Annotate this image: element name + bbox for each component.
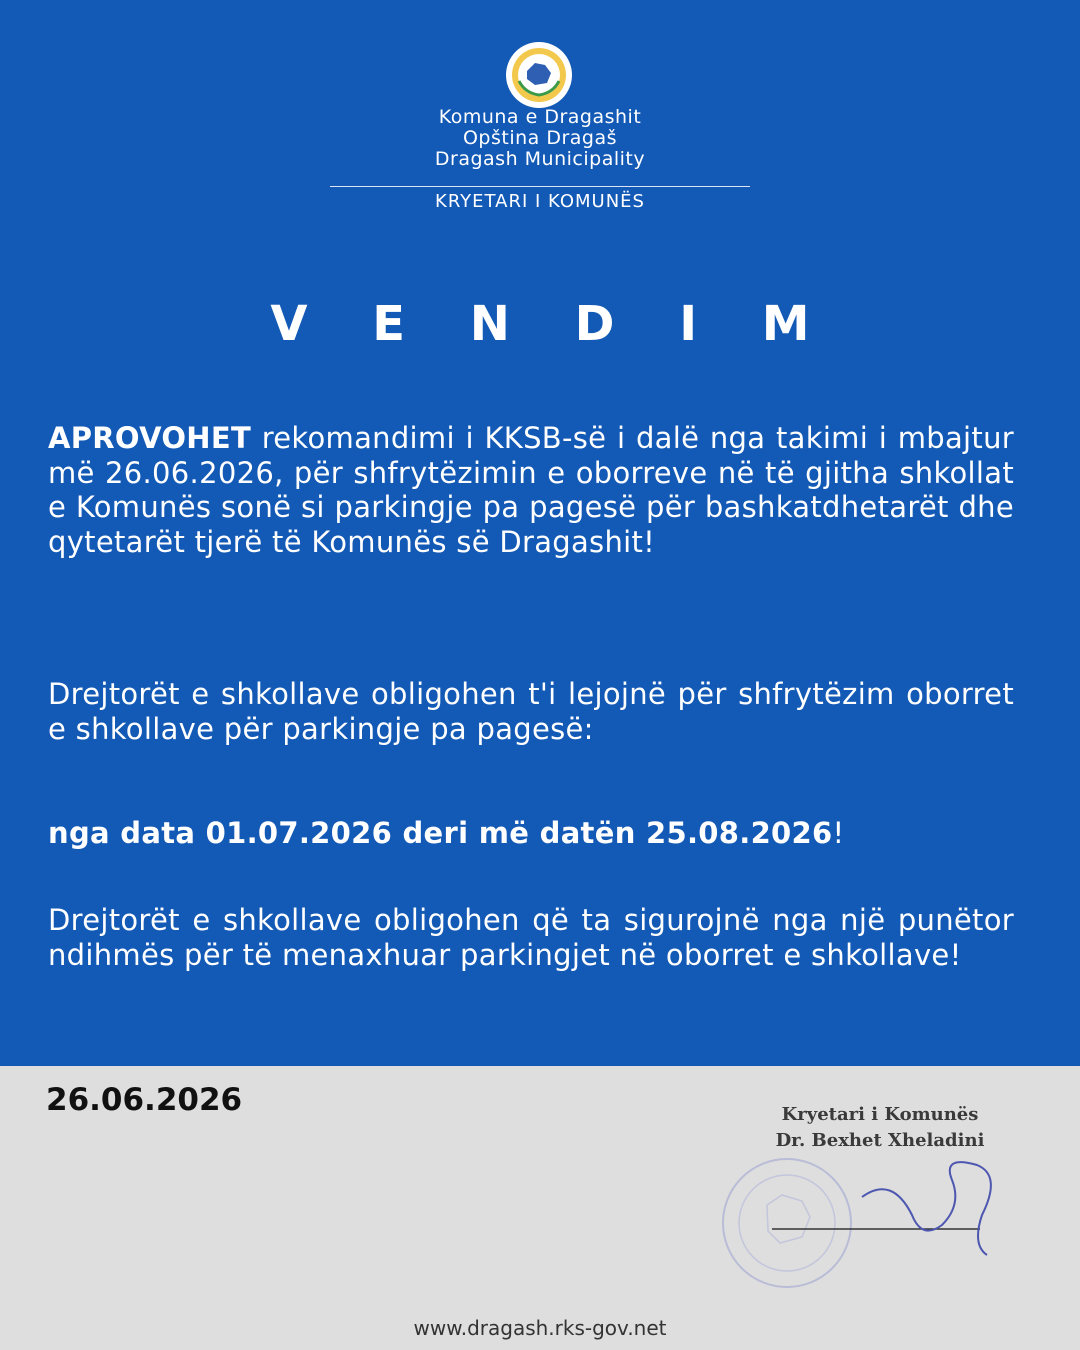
signer-name: Dr. Bexhet Xheladini: [775, 1130, 985, 1151]
date-range-exclamation: !: [832, 816, 845, 850]
municipality-name-albanian: Komuna e Dragashit: [438, 106, 642, 128]
municipality-name-english: Dragash Municipality: [434, 148, 646, 170]
date-range-text: nga data 01.07.2026 deri më datën 25.08.2026: [48, 816, 833, 850]
decision-paragraph-1: [48, 421, 1014, 559]
office-name: KRYETARI I KOMUNËS: [435, 191, 645, 212]
decision-paragraph-3: Drejtorët e shkollave obligohen që ta sigurojnë nga një punëtor ndihmës për të menaxhuar parkingjet në oborret e shkollave!: [48, 903, 1014, 972]
approval-keyword: APROVOHET: [48, 421, 252, 455]
document-title: V E N D I M: [270, 296, 834, 352]
header-divider: [330, 186, 750, 187]
municipality-name-serbian: Opština Dragaš: [462, 127, 618, 149]
official-stamp-and-signature-icon: [712, 1145, 1012, 1305]
decision-paragraph-2: Drejtorët e shkollave obligohen t'i lejojnë për shfrytëzim oborret e shkollave për parkingje pa pagesë:: [48, 677, 1014, 746]
document-date: 26.06.2026: [46, 1082, 243, 1118]
municipality-emblem-icon: [505, 41, 573, 109]
website-link[interactable]: www.dragash.rks-gov.net: [413, 1316, 667, 1340]
decision-paragraph-1-text: rekomandimi i KKSB-së i dalë nga takimi i mbajtur më 26.06.2026, për shfrytëzimin e oborreve në të gjitha shkollat e Komunës sonë si parkingje pa pagesë për bashkatdhetarët dhe qytetarët tjerë të Komunës së Dragashit!: [48, 421, 1014, 559]
signer-title: Kryetari i Komunës: [781, 1104, 979, 1125]
date-range-statement: [48, 816, 1014, 851]
